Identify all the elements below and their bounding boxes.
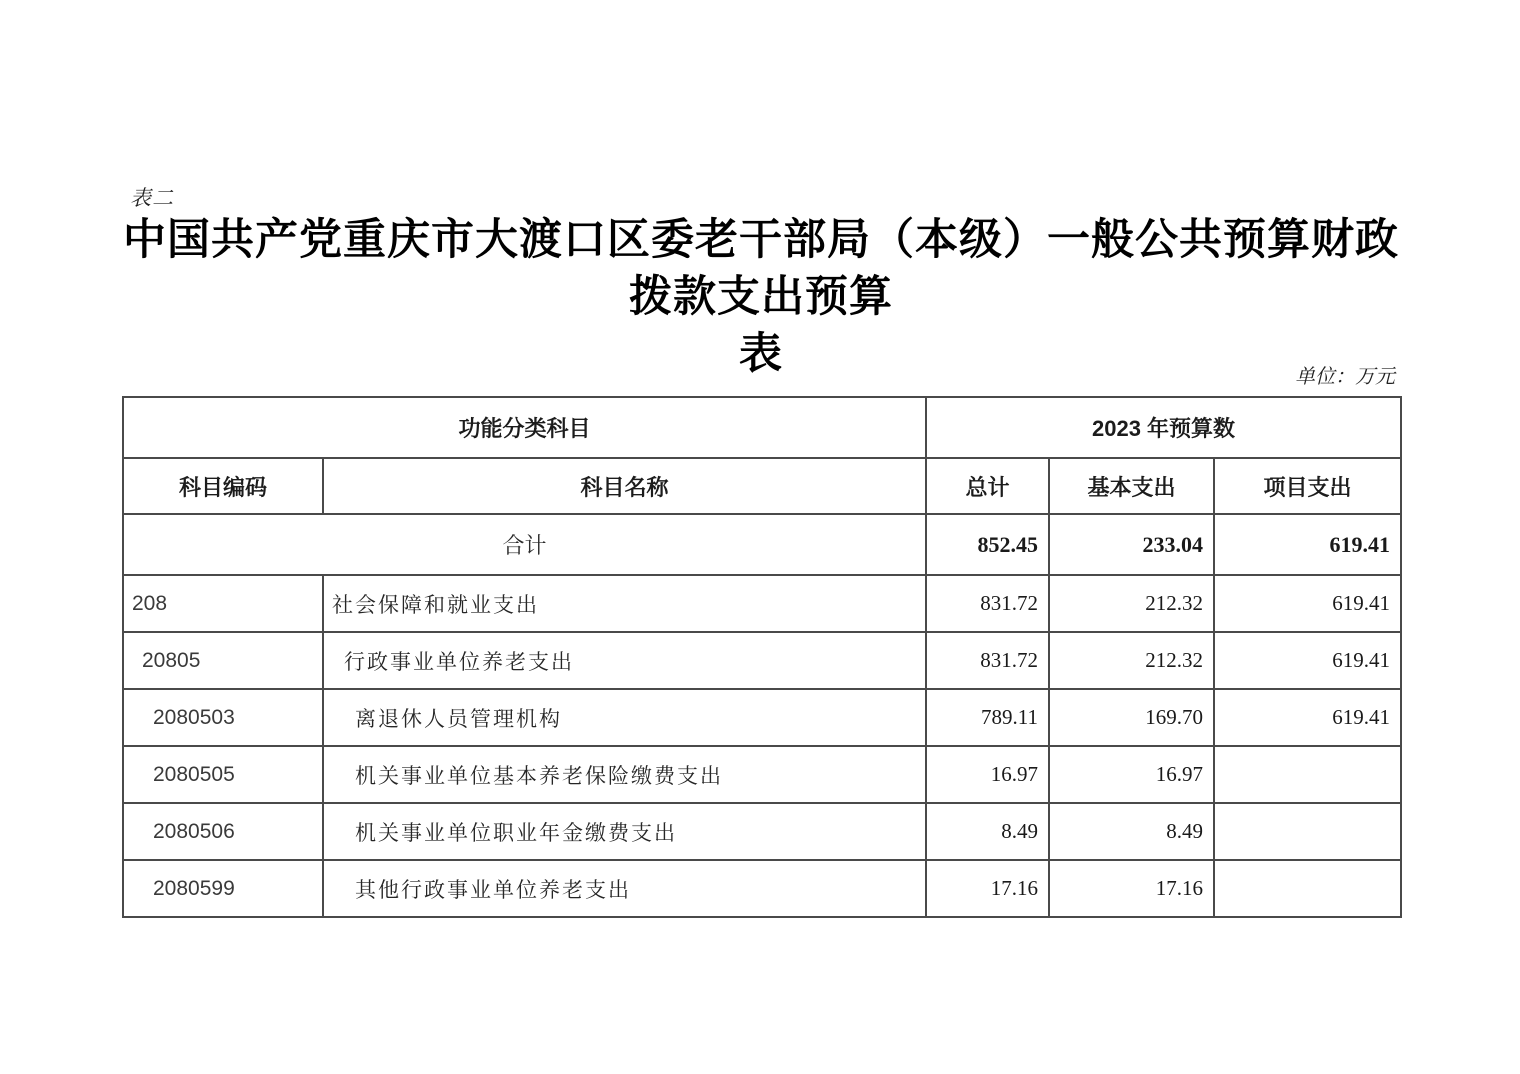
grand-total-basic: 233.04 [1049, 514, 1214, 575]
subject-code-cell: 208 [123, 575, 323, 632]
subject-name-cell: 其他行政事业单位养老支出 [323, 860, 926, 917]
basic-value-cell: 169.70 [1049, 689, 1214, 746]
table-row [123, 575, 1401, 632]
subject-name-cell: 行政事业单位养老支出 [323, 632, 926, 689]
page-title-line1: 中国共产党重庆市大渡口区委老干部局（本级）一般公共预算财政拨款支出预算 [123, 217, 1399, 321]
grand-total-label: 合计 [123, 514, 926, 575]
subject-code-cell: 20805 [123, 632, 323, 689]
page-title-line2: 表 [739, 331, 783, 378]
total-value-cell: 831.72 [926, 575, 1049, 632]
project-value-cell [1214, 746, 1401, 803]
project-value-cell: 619.41 [1214, 689, 1401, 746]
total-value-cell: 8.49 [926, 803, 1049, 860]
header-name: 科目名称 [323, 458, 926, 514]
header-total: 总计 [926, 458, 1049, 514]
subject-name-cell: 离退休人员管理机构 [323, 689, 926, 746]
basic-value-cell: 16.97 [1049, 746, 1214, 803]
grand-total-project: 619.41 [1214, 514, 1401, 575]
unit-note: 单位：万元 [1295, 364, 1395, 388]
header-code: 科目编码 [123, 458, 323, 514]
grand-total-row [123, 514, 1401, 575]
budget-table [122, 396, 1402, 918]
subject-code-cell: 2080506 [123, 803, 323, 860]
header-budget-year: 2023 年预算数 [926, 397, 1401, 458]
header-function-category: 功能分类科目 [123, 397, 926, 458]
basic-value-cell: 17.16 [1049, 860, 1214, 917]
total-value-cell: 17.16 [926, 860, 1049, 917]
grand-total-total: 852.45 [926, 514, 1049, 575]
subject-name-cell: 机关事业单位职业年金缴费支出 [323, 803, 926, 860]
total-value-cell: 831.72 [926, 632, 1049, 689]
subject-name-cell: 机关事业单位基本养老保险缴费支出 [323, 746, 926, 803]
subject-code-cell: 2080599 [123, 860, 323, 917]
page-title [122, 212, 1400, 383]
total-value-cell: 16.97 [926, 746, 1049, 803]
table-row [123, 632, 1401, 689]
basic-value-cell: 8.49 [1049, 803, 1214, 860]
table-row [123, 860, 1401, 917]
basic-value-cell: 212.32 [1049, 575, 1214, 632]
table-row [123, 803, 1401, 860]
table-header-group-row [123, 397, 1401, 458]
total-value-cell: 789.11 [926, 689, 1049, 746]
table-row [123, 689, 1401, 746]
header-project-expenditure: 项目支出 [1214, 458, 1401, 514]
project-value-cell [1214, 803, 1401, 860]
project-value-cell: 619.41 [1214, 632, 1401, 689]
table-row [123, 746, 1401, 803]
subject-name-cell: 社会保障和就业支出 [323, 575, 926, 632]
table-header-row [123, 458, 1401, 514]
subject-code-cell: 2080505 [123, 746, 323, 803]
project-value-cell: 619.41 [1214, 575, 1401, 632]
table-number-label: 表二 [130, 186, 174, 210]
basic-value-cell: 212.32 [1049, 632, 1214, 689]
header-basic-expenditure: 基本支出 [1049, 458, 1214, 514]
subject-code-cell: 2080503 [123, 689, 323, 746]
project-value-cell [1214, 860, 1401, 917]
